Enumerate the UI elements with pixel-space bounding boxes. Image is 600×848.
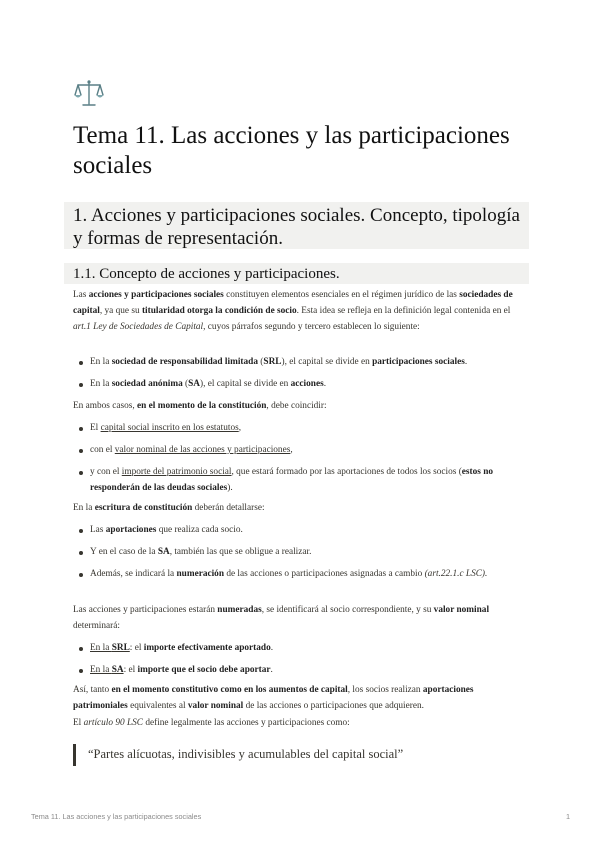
bullet-dot: [79, 361, 83, 365]
bullet-dot: [79, 449, 83, 453]
list-item: El capital social inscrito en los estatutos,: [90, 423, 242, 433]
page-footer: Tema 11. Las acciones y las participaciones sociales: [31, 812, 202, 821]
blockquote: “Partes alícuotas, indivisibles y acumulables del capital social”: [88, 747, 404, 761]
list-item: Y en el caso de la SA, también las que se obligue a realizar.: [90, 547, 312, 557]
list-item: con el valor nominal de las acciones y participaciones,: [90, 445, 293, 455]
balance-scale-icon: [74, 78, 104, 108]
paragraph: Así, tanto en el momento constitutivo como en los aumentos de capital, los socios realizan aportaciones patrimoniales equivalentes al valor nominal de las acciones o participaciones que adquieren.: [73, 685, 474, 711]
list-item: En la SA: el importe que el socio debe aportar.: [90, 665, 273, 675]
bullet-dot: [79, 669, 83, 673]
page-number: 1: [566, 812, 571, 821]
paragraph: En ambos casos, en el momento de la constitución, debe coincidir:: [73, 401, 327, 411]
page-title: Tema 11. Las acciones y las participaciones sociales: [73, 122, 510, 179]
paragraph-intro: Las acciones y participaciones sociales constituyen elementos esenciales en el régimen jurídico de las sociedades de capital, ya que su titularidad otorga la condición de socio. Esta idea se refleja en la definición legal contenida en el art.1 Ley de Sociedades de Capital, cuyos párrafos segundo y tercero establecen lo siguiente:: [73, 290, 513, 332]
list-item: En la SRL: el importe efectivamente aportado.: [90, 643, 274, 653]
list-item: Además, se indicará la numeración de las acciones o participaciones asignadas a cambio (art.22.1.c LSC).: [90, 569, 488, 579]
bullet-dot: [79, 383, 83, 387]
section-heading: 1. Acciones y participaciones sociales. Concepto, tipología y formas de representación.: [73, 205, 520, 249]
bullet-dot: [79, 647, 83, 651]
list-item: y con el importe del patrimonio social, que estará formado por las aportaciones de todos los socios (estos no responderán de las deudas sociales).: [90, 467, 494, 493]
bullet-dot: [79, 529, 83, 533]
list-item: Las aportaciones que realiza cada socio.: [90, 525, 243, 535]
subsection-heading: 1.1. Concepto de acciones y participaciones.: [73, 266, 340, 282]
bullet-dot: [79, 551, 83, 555]
list-item: En la sociedad de responsabilidad limitada (SRL), el capital se divide en participaciones sociales.: [90, 357, 468, 367]
list-item: En la sociedad anónima (SA), el capital se divide en acciones.: [90, 379, 327, 389]
bullet-dot: [79, 427, 83, 431]
bullet-dot: [79, 573, 83, 577]
quote-bar: [73, 744, 76, 766]
paragraph: El artículo 90 LSC define legalmente las acciones y participaciones como:: [73, 718, 350, 728]
paragraph: Las acciones y participaciones estarán numeradas, se identificará al socio correspondiente, y su valor nominal determinará:: [73, 605, 490, 631]
paragraph: En la escritura de constitución deberán detallarse:: [73, 503, 265, 513]
bullet-dot: [79, 471, 83, 475]
